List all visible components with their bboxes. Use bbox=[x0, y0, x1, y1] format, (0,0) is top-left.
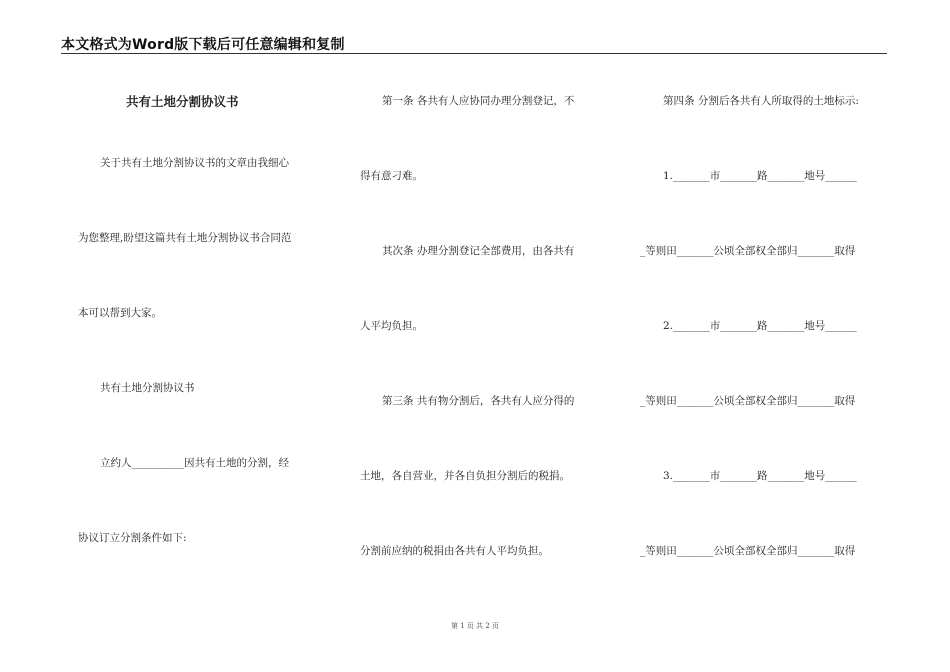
land-item-2-line-2: _等则田_______公顷全部权全部归_______取得 bbox=[640, 395, 856, 407]
clause-3-line-3: 分割前应纳的税捐由各共有人平均负担。 bbox=[360, 545, 549, 557]
clause-2-line-2: 人平均负担。 bbox=[360, 320, 423, 332]
land-item-3-line-2: _等则田_______公顷全部权全部归_______取得 bbox=[640, 545, 856, 557]
clause-3-line-1: 第三条 共有物分割后，各共有人应分得的 bbox=[382, 395, 575, 407]
clause-4-line-1: 第四条 分割后各共有人所取得的土地标示: bbox=[663, 95, 859, 107]
text-line: 本可以帮到大家。 bbox=[78, 307, 162, 319]
header-divider bbox=[61, 53, 887, 54]
document-title: 共有土地分割协议书 bbox=[126, 94, 239, 109]
clause-1-line-2: 得有意刁难。 bbox=[360, 170, 423, 182]
text-line: 协议订立分割条件如下: bbox=[78, 532, 187, 544]
text-line: 关于共有土地分割协议书的文章由我细心 bbox=[100, 157, 289, 169]
page-number: 第 1 页 共 2 页 bbox=[450, 622, 500, 630]
clause-1-line-1: 第一条 各共有人应协同办理分割登记，不 bbox=[382, 95, 575, 107]
page-header-text: 本文格式为Word版下载后可任意编辑和复制 bbox=[61, 37, 345, 53]
clause-2-line-1: 其次条 办理分割登记全部费用，由各共有 bbox=[382, 245, 575, 257]
text-line: 立约人__________因共有土地的分割，经 bbox=[100, 457, 289, 469]
land-item-1-line-2: _等则田_______公顷全部权全部归_______取得 bbox=[640, 245, 856, 257]
land-item-1-line-1: 1._______市_______路_______地号______ bbox=[663, 170, 857, 182]
subtitle: 共有土地分割协议书 bbox=[100, 382, 195, 394]
land-item-3-line-1: 3._______市_______路_______地号______ bbox=[663, 470, 857, 482]
text-line: 为您整理,盼望这篇共有土地分割协议书合同范 bbox=[78, 232, 292, 244]
clause-3-line-2: 土地，各自营业，并各自负担分割后的税捐。 bbox=[360, 470, 570, 482]
land-item-2-line-1: 2._______市_______路_______地号______ bbox=[663, 320, 857, 332]
